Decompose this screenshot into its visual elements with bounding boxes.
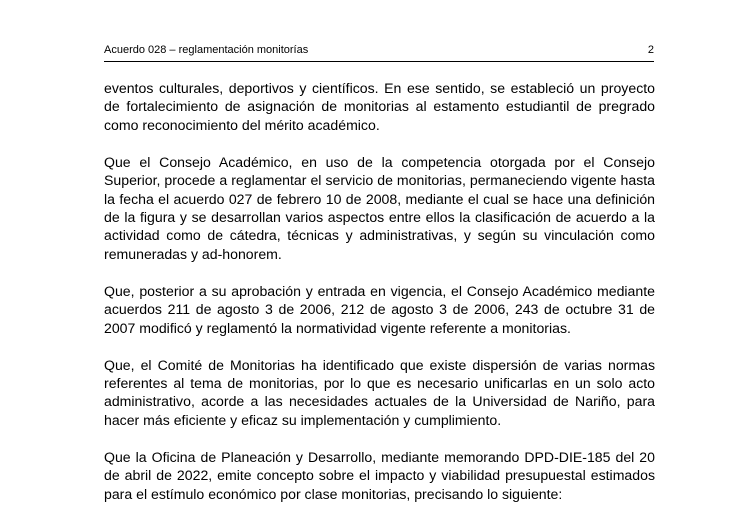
header-divider	[104, 61, 654, 62]
page-header	[104, 44, 654, 56]
paragraph-consejo-academico: Que el Consejo Académico, en uso de la competencia otorgada por el Consejo Superior, procede a reglamentar el servicio de monitorias, permaneciendo vigente hasta la fecha el acuerdo 027 de febrero 10 de 2008, mediante el cual se hace una definición de la figura y se desarrollan varios aspectos entre ellos la clasificación de acuerdo a la actividad como de cátedra, técnicas y administrativas, y según su vinculación como remuneradas y ad-honorem.	[104, 153, 655, 262]
paragraph-comite-monitorias: Que, el Comité de Monitorias ha identificado que existe dispersión de varias normas referentes al tema de monitorias, por lo que es necesario unificarlas en un solo acto administrativo, acorde a las necesidades actuales de la Universidad de Nariño, para hacer más eficiente y eficaz su implementación y cumplimiento.	[104, 356, 655, 428]
document-body	[104, 79, 655, 522]
paragraph-oficina-planeacion: Que la Oficina de Planeación y Desarrollo, mediante memorando DPD-DIE-185 del 20 de abril de 2022, emite concepto sobre el impacto y viabilidad presupuestal estimados para el estímulo económico por clase monitorias, precisando lo siguiente:	[104, 448, 655, 502]
paragraph-posterior-aprobacion: Que, posterior a su aprobación y entrada en vigencia, el Consejo Académico mediante acuerdos 211 de agosto 3 de 2006, 212 de agosto 3 de 2006, 243 de octubre 31 de 2007 modificó y reglamentó la normatividad vigente referente a monitorias.	[104, 282, 655, 336]
header-title: Acuerdo 028 – reglamentación monitorías	[104, 44, 309, 56]
page-number: 2	[647, 44, 654, 56]
paragraph-continuation: eventos culturales, deportivos y científicos. En ese sentido, se estableció un proyecto de fortalecimiento de asignación de monitorias al estamento estudiantil de pregrado como reconocimiento del mérito académico.	[104, 80, 655, 133]
